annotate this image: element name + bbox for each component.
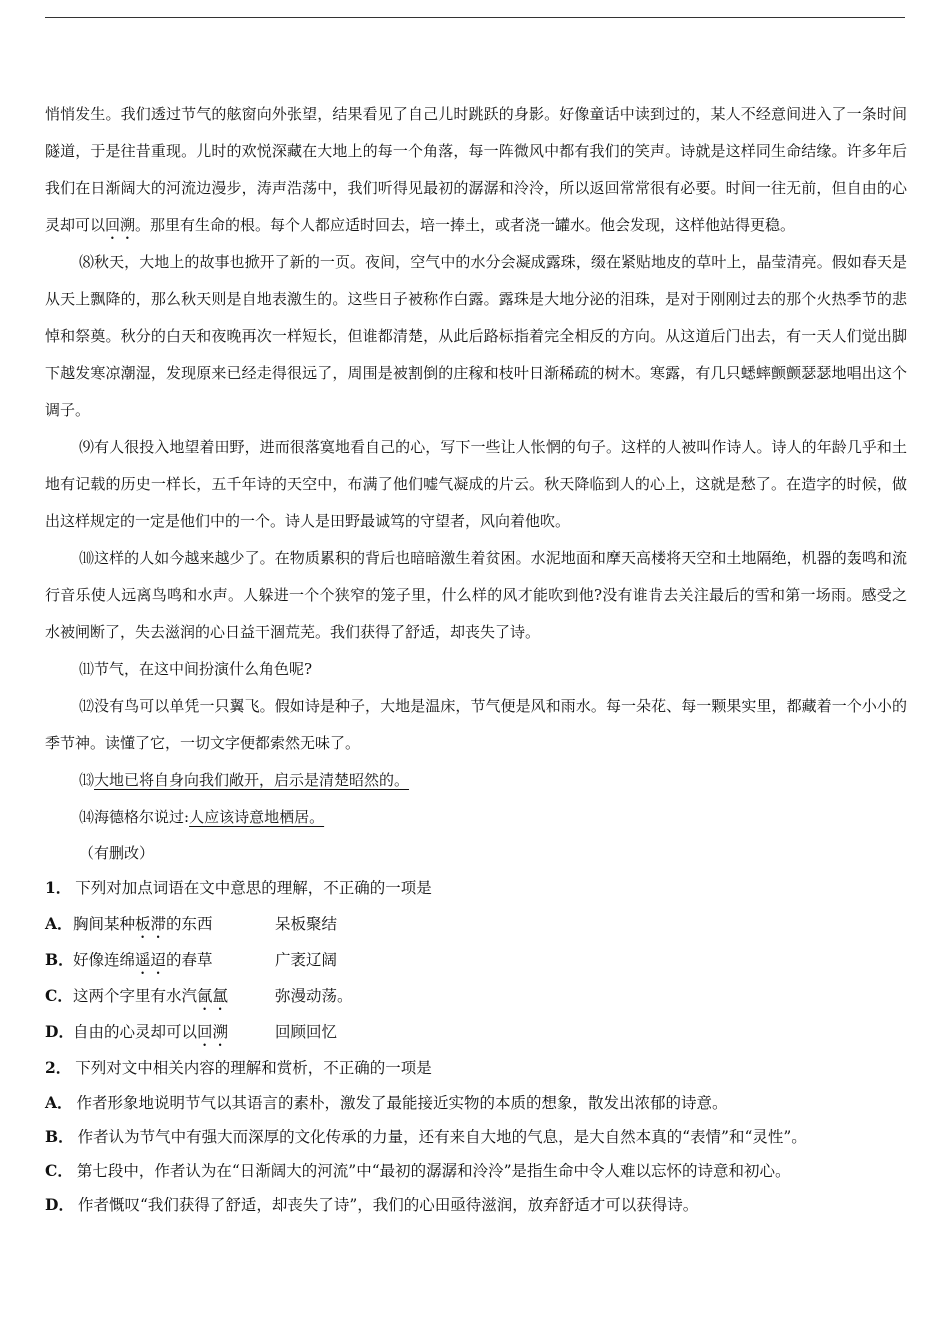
option-text: 作者形象地说明节气以其语言的素朴，激发了最能接近实物的本质的想象，散发出浓郁的诗意。: [76, 1094, 728, 1112]
question-2-stem: [45, 1050, 907, 1086]
option-label: B．: [45, 1127, 74, 1146]
term-pre: 这两个字里有水汽: [73, 987, 198, 1005]
option-definition: 广袤辽阔: [275, 951, 338, 969]
option-term: [73, 978, 275, 1014]
document-content: [45, 96, 907, 1222]
paragraph-13: [45, 762, 907, 799]
option-term: [73, 942, 275, 978]
top-rule: [45, 17, 905, 18]
question-text: 下列对文中相关内容的理解和赏析，不正确的一项是: [75, 1059, 432, 1077]
option-label: A．: [45, 1093, 73, 1112]
question-text: 下列对加点词语在文中意思的理解，不正确的一项是: [75, 879, 432, 897]
option-label: A．: [45, 914, 73, 933]
option-label: C．: [45, 1161, 73, 1180]
option-text: 作者认为节气中有强大而深厚的文化传承的力量，还有来自大地的气息，是大自然本真的“表情”和“灵性”。: [77, 1128, 807, 1146]
option-definition: 回顾回忆: [275, 1023, 338, 1041]
question-number: 2．: [45, 1058, 72, 1077]
q1-option-b[interactable]: [45, 942, 907, 978]
q1-option-d[interactable]: [45, 1014, 907, 1050]
q1-option-a[interactable]: [45, 906, 907, 942]
underlined-sentence: 大地已将自身向我们敞开，启示是清楚昭然的。: [94, 771, 410, 789]
option-label: D．: [45, 1195, 74, 1214]
paragraph-number: ⒀: [79, 771, 95, 789]
dotted-term: 氤氲: [197, 987, 229, 1005]
option-text: 作者慨叹“我们获得了舒适，却丧失了诗”，我们的心田亟待滋润，放弃舒适才可以获得诗。: [77, 1196, 699, 1214]
term-pre: 胸间某种: [73, 915, 136, 933]
dotted-term: 板滞: [135, 915, 167, 933]
underlined-quote: 人应该诗意地栖居。: [189, 808, 325, 826]
paragraph-8: ⑻秋天，大地上的故事也掀开了新的一页。夜间，空气中的水分会凝成露珠，缀在紧贴地皮的草叶上，晶莹清亮。假如春天是从天上飘降的，那么秋天则是自地表激生的。这些日子被称作白露。露珠是大地分泌的泪珠，是对于刚刚过去的那个火热季节的悲悼和祭奠。秋分的白天和夜晚再次一样短长，但谁都清楚，从此后路标指着完全相反的方向。从这道后门出去，有一天人们觉出脚下越发寒凉潮湿，发现原来已经走得很远了，周围是被割倒的庄稼和枝叶日渐稀疏的树木。寒露，有几只蟋蟀颤颤瑟瑟地唱出这个调子。: [45, 253, 907, 419]
dotted-term: 遥迢: [135, 951, 167, 969]
option-label: D．: [45, 1022, 74, 1041]
question-number: 1．: [45, 878, 72, 897]
option-label: C．: [45, 986, 73, 1005]
option-label: B．: [45, 950, 74, 969]
term-post: 的东西: [166, 915, 213, 933]
paragraph-7-continued: [45, 96, 907, 244]
option-definition: 弥漫动荡。: [275, 987, 353, 1005]
option-text: 第七段中，作者认为在“日渐阔大的河流”中“最初的潺潺和泠泠”是指生命中令人难以忘怀的诗意和初心。: [76, 1162, 791, 1180]
paragraph-14: [45, 799, 907, 836]
paragraph-11: ⑾节气，在这中间扮演什么角色呢?: [79, 660, 313, 678]
q2-option-d[interactable]: [45, 1188, 907, 1222]
term-post: 的春草: [166, 951, 213, 969]
q2-option-a[interactable]: [45, 1086, 907, 1120]
edit-note: （有删改）: [79, 844, 155, 862]
paragraph-10: ⑽这样的人如今越来越少了。在物质累积的背后也暗暗激生着贫困。水泥地面和摩天高楼将天空和土地隔绝，机器的轰鸣和流行音乐使人远离鸟鸣和水声。人躲进一个个狭窄的笼子里，什么样的风才能吹到他?没有谁肯去关注最后的雪和第一场雨。感受之水被闸断了，失去滋润的心日益干涸荒芜。我们获得了舒适，却丧失了诗。: [45, 549, 907, 641]
option-definition: 呆板聚结: [275, 915, 338, 933]
question-1-stem: [45, 870, 907, 906]
option-term: [73, 1014, 275, 1050]
paragraph-9: ⑼有人很投入地望着田野，进而很落寞地看自己的心，写下一些让人怅惘的句子。这样的人被叫作诗人。诗人的年龄几乎和土地有记载的历史一样长，五千年诗的天空中，布满了他们嘘气凝成的片云。秋天降临到人的心上，这就是愁了。在造字的时候，做出这样规定的一定是他们中的一个。诗人是田野最诚笃的守望者，风向着他吹。: [45, 438, 907, 530]
q1-option-c[interactable]: [45, 978, 907, 1014]
quote-lead: 海德格尔说过:: [94, 808, 190, 826]
paragraph-12: ⑿没有鸟可以单凭一只翼飞。假如诗是种子，大地是温床，节气便是风和雨水。每一朵花、每一颗果实里，都藏着一个小小的季节神。读懂了它，一切文字便都索然无味了。: [45, 697, 907, 752]
q2-option-c[interactable]: [45, 1154, 907, 1188]
term-pre: 好像连绵: [73, 951, 136, 969]
dotted-term: 回溯: [105, 216, 136, 234]
paragraph-number: ⒁: [79, 808, 95, 826]
paragraph-text: 悄悄发生。我们透过节气的舷窗向外张望，结果看见了自己儿时跳跃的身影。好像童话中读到过的，某人不经意间进入了一条时间隧道，于是往昔重现。儿时的欢悦深藏在大地上的每一个角落，每一阵微风中都有我们的笑声。诗就是这样同生命结缘。许多年后我们在日渐阔大的河流边漫步，涛声浩荡中，我们听得见最初的潺潺和泠泠，所以返回常常很有必要。时间一往无前，但自由的心灵却可以: [45, 105, 907, 234]
dotted-term: 回溯: [197, 1023, 229, 1041]
term-pre: 自由的心灵却可以: [73, 1023, 198, 1041]
paragraph-text: 。那里有生命的根。每个人都应适时回去，培一捧土，或者浇一罐水。他会发现，这样他站得更稳。: [135, 216, 796, 234]
q2-option-b[interactable]: [45, 1120, 907, 1154]
option-term: [73, 906, 275, 942]
